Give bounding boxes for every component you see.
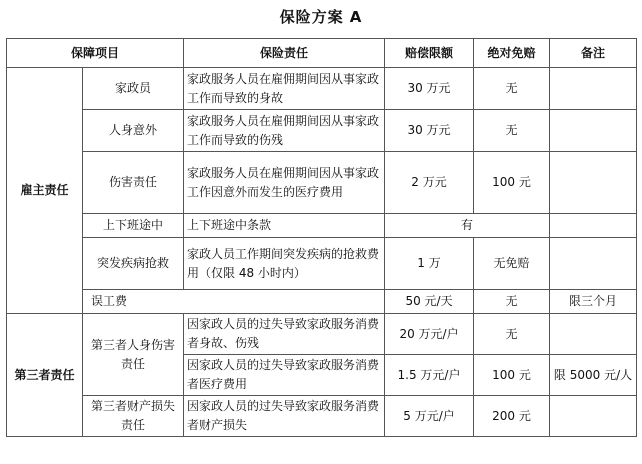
row-limit: 30 万元 [385,110,474,152]
row-desc: 因家政人员的过失导致家政服务消费者财产损失 [184,396,385,437]
row-limit: 1 万 [385,238,474,290]
row-note: 限三个月 [550,290,637,314]
row-limit: 2 万元 [385,152,474,214]
row-limit: 20 万元/户 [385,314,474,355]
row-deductible: 100 元 [474,152,550,214]
table-row [7,396,637,437]
row-note [550,238,637,290]
table-row [7,68,637,110]
header-liability: 保险责任 [184,39,385,68]
row-note [550,314,637,355]
header-deductible: 绝对免赔 [474,39,550,68]
row-item: 第三者人身伤害责任 [83,314,184,396]
row-desc: 因家政人员的过失导致家政服务消费者医疗费用 [184,355,385,396]
row-desc: 家政人员工作期间突发疾病的抢救费用（仅限 48 小时内） [184,238,385,290]
row-limit: 有 [385,214,550,238]
row-note [550,110,637,152]
row-note [550,214,637,238]
row-note [550,152,637,214]
row-item: 上下班途中 [83,214,184,238]
document-title: 保险方案 A [279,8,363,26]
table-row [7,110,637,152]
row-desc: 家政服务人员在雇佣期间因从事家政工作而导致的伤残 [184,110,385,152]
row-deductible: 200 元 [474,396,550,437]
row-item: 突发疾病抢救 [83,238,184,290]
table-header-row [7,39,637,68]
table-row [7,152,637,214]
row-item: 家政员 [83,68,184,110]
row-deductible: 无免赔 [474,238,550,290]
table-row [7,238,637,290]
row-desc: 因家政人员的过失导致家政服务消费者身故、伤残 [184,314,385,355]
row-limit: 1.5 万元/户 [385,355,474,396]
row-note: 限 5000 元/人 [550,355,637,396]
row-desc: 上下班途中条款 [184,214,385,238]
row-limit: 5 万元/户 [385,396,474,437]
row-note [550,68,637,110]
row-deductible: 无 [474,314,550,355]
row-limit: 30 万元 [385,68,474,110]
row-deductible: 无 [474,290,550,314]
insurance-plan-table [6,38,637,437]
row-deductible: 无 [474,110,550,152]
row-deductible: 无 [474,68,550,110]
row-desc: 误工费 [83,290,385,314]
table-row [7,290,637,314]
table-row [7,314,637,355]
row-item: 伤害责任 [83,152,184,214]
row-limit: 50 元/天 [385,290,474,314]
row-desc: 家政服务人员在雇佣期间因从事家政工作因意外而发生的医疗费用 [184,152,385,214]
table-row [7,214,637,238]
row-desc: 家政服务人员在雇佣期间因从事家政工作而导致的身故 [184,68,385,110]
header-coverage-item: 保障项目 [7,39,184,68]
header-note: 备注 [550,39,637,68]
header-limit: 赔偿限额 [385,39,474,68]
row-item: 第三者财产损失责任 [83,396,184,437]
row-item: 人身意外 [83,110,184,152]
group-employer-liability: 雇主责任 [7,68,83,314]
group-third-party-liability: 第三者责任 [7,314,83,437]
row-deductible: 100 元 [474,355,550,396]
row-note [550,396,637,437]
